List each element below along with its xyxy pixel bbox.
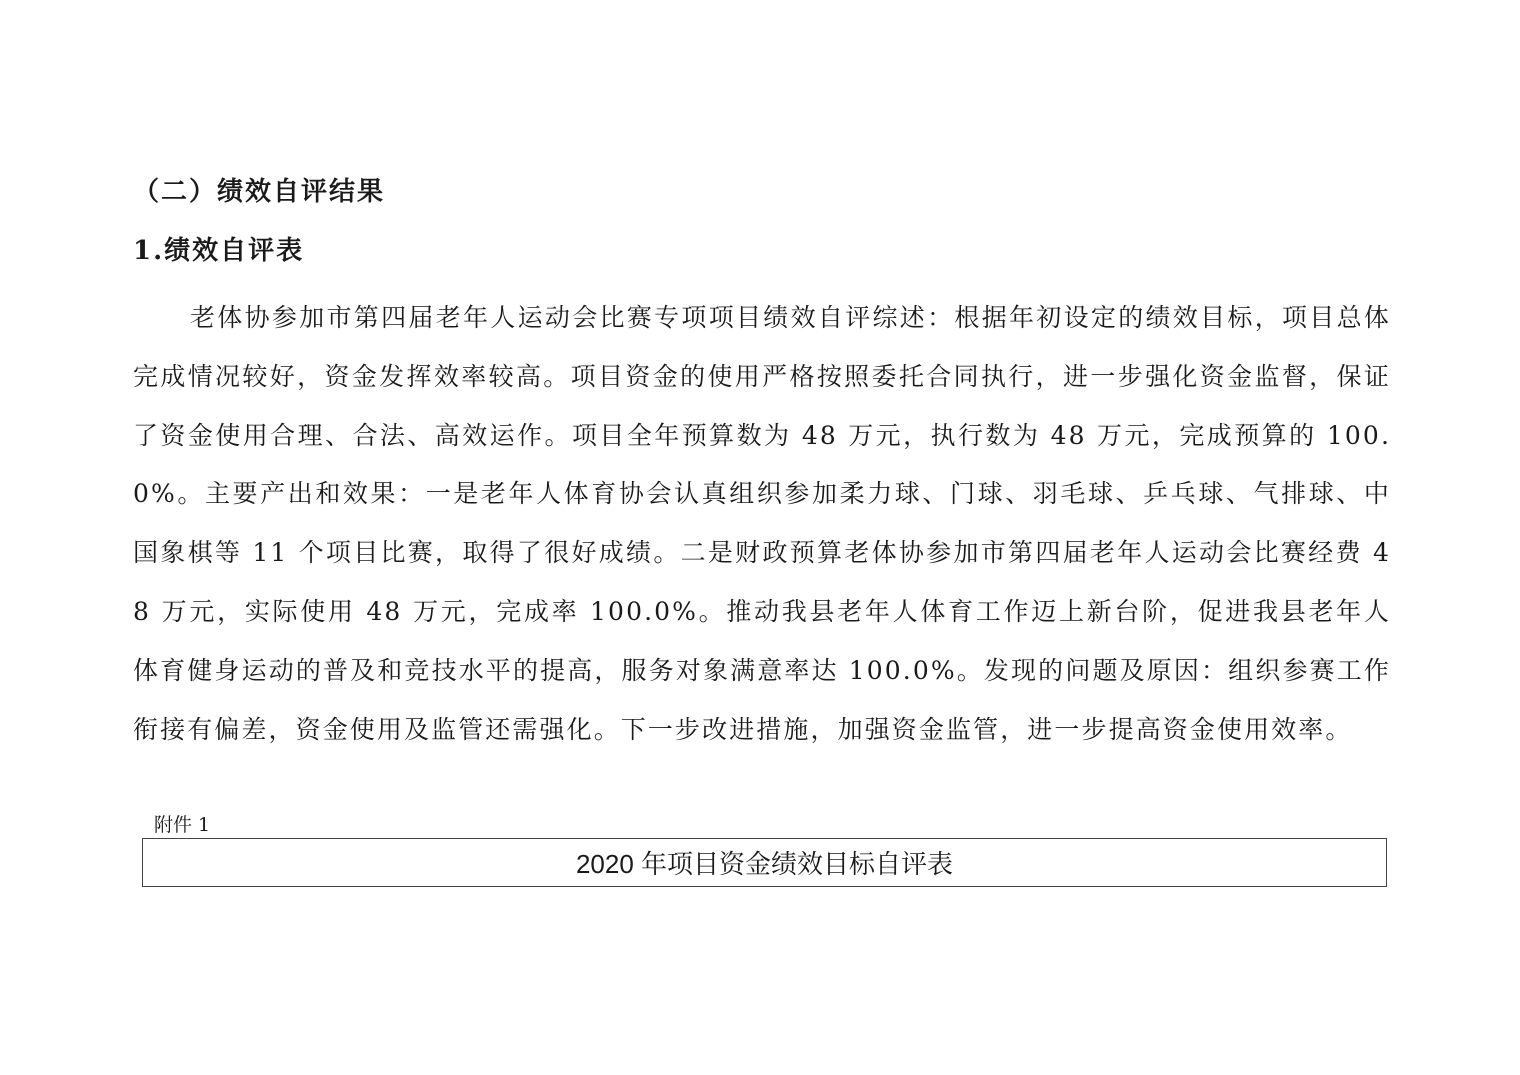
body-paragraph: 老体协参加市第四届老年人运动会比赛专项项目绩效自评综述：根据年初设定的绩效目标，项目总体完成情况较好，资金发挥效率较高。项目资金的使用严格按照委托合同执行，进一步强化资金监督，保证了资金使用合理、合法、高效运作。项目全年预算数为 48 万元，执行数为 48 万元，完成预算的 100.0%。主要产出和效果：一是老年人体育协会认真组织参加柔力球、门球、羽毛球、乒乓球、气排球、中国象棋等 11 个项目比赛，取得了很好成绩。二是财政预算老体协参加市第四届老年人运动会比赛经费 48 万元，实际使用 48 万元，完成率 100.0%。推动我县老年人体育工作迈上新台阶，促进我县老年人体育健身运动的普及和竞技水平的提高，服务对象满意率达 100.0%。发现的问题及原因：组织参赛工作衔接有偏差，资金使用及监管还需强化。下一步改进措施，加强资金监管，进一步提高资金使用效率。	[133, 303, 1391, 744]
attachment-label: 附件 1	[154, 814, 211, 836]
table-title: 2020 年项目资金绩效目标自评表	[575, 849, 954, 879]
section-heading: （二）绩效自评结果	[133, 177, 386, 207]
sub-heading: 1.绩效自评表	[133, 236, 305, 266]
table-title-box	[142, 838, 1387, 887]
